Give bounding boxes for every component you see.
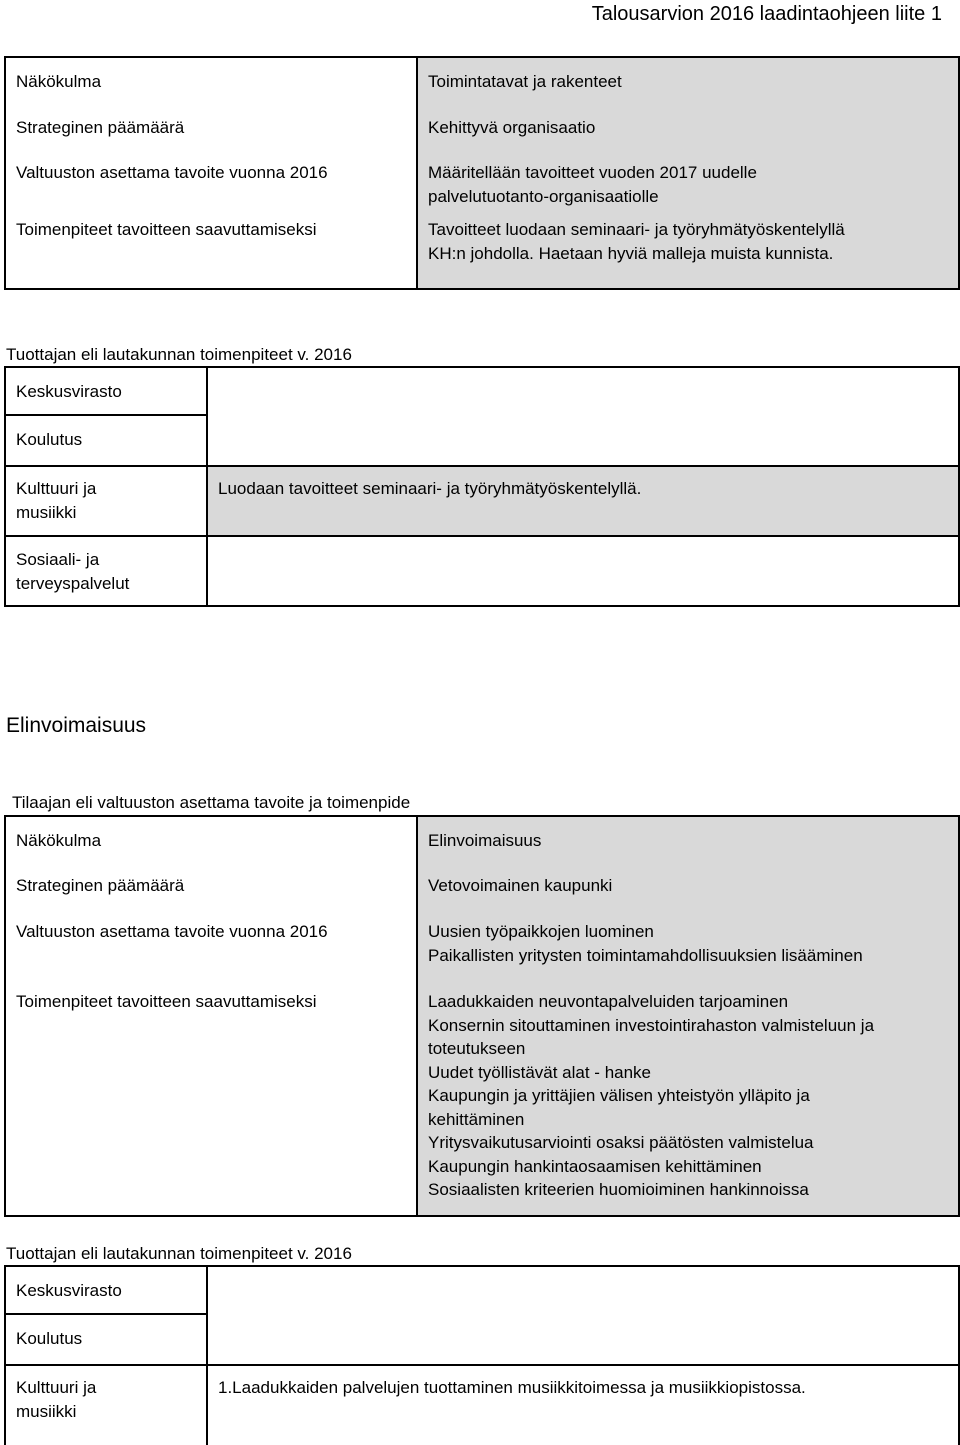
section-heading-elinvoimaisuus: Elinvoimaisuus (6, 714, 147, 737)
table-row (5, 415, 959, 466)
orderer-heading: Tilaajan eli valtuuston asettama tavoite ja toimenpide (12, 793, 411, 812)
producer-value (207, 1314, 959, 1365)
table-row (5, 1314, 959, 1365)
table-row (5, 57, 959, 104)
row-label: Strateginen päämäärä (5, 104, 417, 150)
table-row (5, 979, 959, 1216)
row-value: Kehittyvä organisaatio (417, 104, 959, 150)
row-label: Näkökulma (5, 57, 417, 104)
producer-label: Kulttuuri ja musiikki (5, 466, 207, 536)
producer-table-2 (4, 1265, 960, 1445)
producer-heading-2: Tuottajan eli lautakunnan toimenpiteet v. 2016 (6, 1244, 352, 1263)
row-label: Valtuuston asettama tavoite vuonna 2016 (5, 150, 417, 213)
table-row (5, 104, 959, 150)
producer-value (207, 1266, 959, 1314)
table-row (5, 909, 959, 979)
objectives-table-2 (4, 815, 960, 1217)
producer-value (207, 415, 959, 466)
row-label: Näkökulma (5, 816, 417, 863)
producer-value (207, 536, 959, 606)
producer-value: 1.Laadukkaiden palvelujen tuottaminen musiikkitoimessa ja musiikkiopistossa. (207, 1365, 959, 1445)
objectives-table-1 (4, 56, 960, 290)
table-row (5, 816, 959, 863)
row-label: Toimenpiteet tavoitteen saavuttamiseksi (5, 979, 417, 1216)
row-label: Toimenpiteet tavoitteen saavuttamiseksi (5, 213, 417, 289)
producer-label: Koulutus (5, 1314, 207, 1365)
row-label: Strateginen päämäärä (5, 863, 417, 909)
producer-value: Luodaan tavoitteet seminaari- ja työryhmätyöskentelyllä. (207, 466, 959, 536)
row-value: Uusien työpaikkojen luominen Paikallisten yritysten toimintamahdollisuuksien lisääminen (417, 909, 959, 979)
producer-label: Keskusvirasto (5, 1266, 207, 1314)
row-value: Elinvoimaisuus (417, 816, 959, 863)
table-row (5, 1365, 959, 1445)
table-row (5, 466, 959, 536)
producer-label: Koulutus (5, 415, 207, 466)
row-label: Valtuuston asettama tavoite vuonna 2016 (5, 909, 417, 979)
table-row (5, 213, 959, 289)
table-row (5, 1266, 959, 1314)
table-row (5, 863, 959, 909)
table-row (5, 536, 959, 606)
row-value: Vetovoimainen kaupunki (417, 863, 959, 909)
producer-label: Keskusvirasto (5, 367, 207, 415)
producer-label: Kulttuuri ja musiikki (5, 1365, 207, 1445)
table-row (5, 367, 959, 415)
row-value: Toimintatavat ja rakenteet (417, 57, 959, 104)
producer-table-1 (4, 366, 960, 607)
producer-value (207, 367, 959, 415)
row-value: Tavoitteet luodaan seminaari- ja työryhmätyöskentelyllä KH:n johdolla. Haetaan hyviä malleja muista kunnista. (417, 213, 959, 289)
table-row (5, 150, 959, 213)
row-value: Määritellään tavoitteet vuoden 2017 uudelle palvelutuotanto-organisaatiolle (417, 150, 959, 213)
producer-heading-1: Tuottajan eli lautakunnan toimenpiteet v. 2016 (6, 345, 352, 364)
producer-label: Sosiaali- ja terveyspalvelut (5, 536, 207, 606)
document-title: Talousarvion 2016 laadintaohjeen liite 1 (591, 3, 942, 25)
row-value: Laadukkaiden neuvontapalveluiden tarjoaminen Konsernin sitouttaminen investointirahaston valmisteluun ja toteutukseen Uudet työllistävät alat - hanke Kaupungin ja yrittäjien välisen yhteistyön ylläpito ja kehittäminen Yritysvaikutusarviointi osaksi päätösten valmistelua Kaupungin hankintaosaamisen kehittäminen Sosiaalisten kriteerien huomioiminen hankinnoissa (417, 979, 959, 1216)
